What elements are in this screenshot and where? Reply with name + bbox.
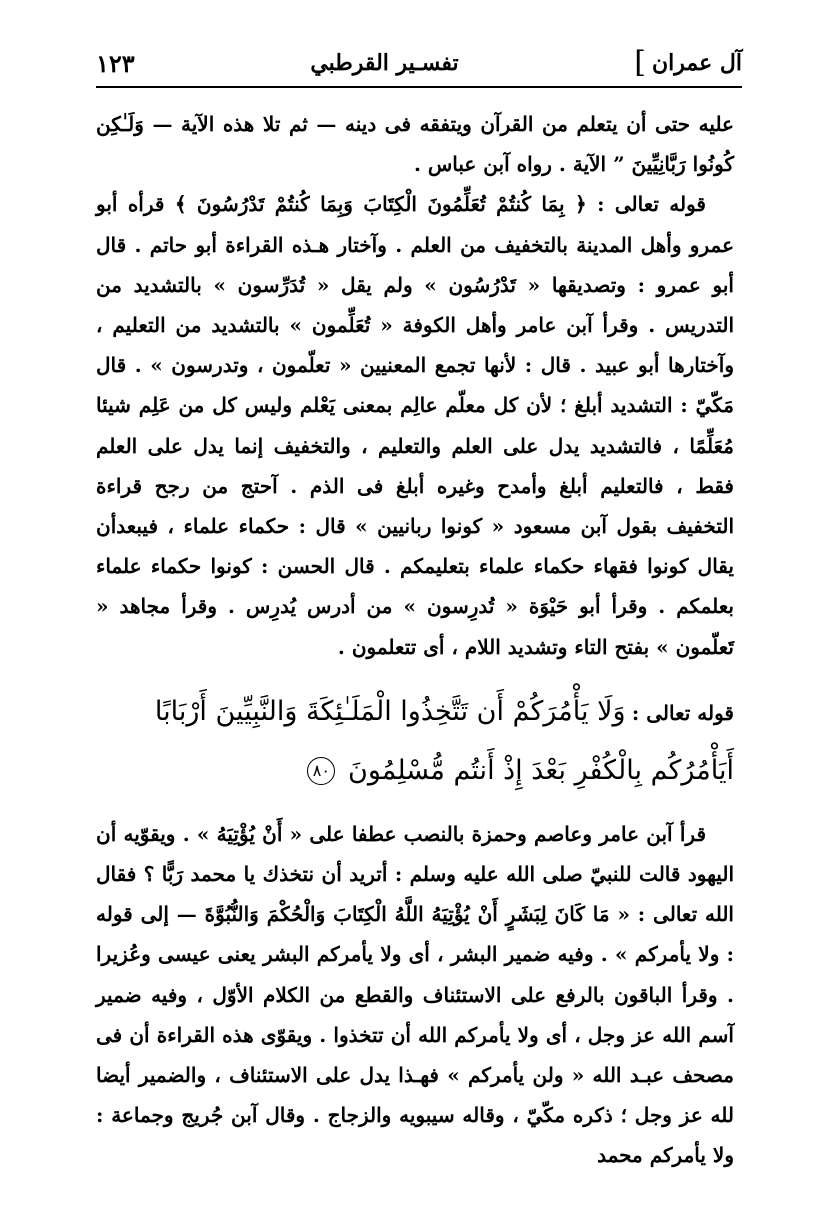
paragraph-1: عليه حتى أن يتعلم من القرآن ويتفقه فى دينه — ثم تلا هذه الآية — وَلَـٰكِن كُونُوا رَبَّانِيِّينَ ” الآية . رواه آبن عباس .: [96, 112, 734, 177]
ayah-number-marker: ٨٠: [307, 757, 335, 785]
verse-line-2-row: [96, 742, 734, 800]
header-bracket: ]: [634, 45, 646, 80]
verse-line-2: أَيَأْمُرُكُم بِالْكُفْرِ بَعْدَ إِذْ أَنتُم مُّسْلِمُونَ: [347, 754, 734, 786]
verse-block: [96, 683, 734, 800]
page-body: [96, 104, 734, 1176]
verse-line-1-row: [96, 683, 734, 742]
page-number: ١٢٣: [96, 48, 135, 78]
surah-name: آل عمران: [651, 50, 742, 76]
commentary-paragraph: قرأ آبن عامر وعاصم وحمزة بالنصب عطفا على « أَنْ يُؤْتِيَهُ » . ويقوّيه أن اليهود قالت للنبيّ صلى الله عليه وسلم : أتريد أن نتخذك يا محمد رَبًّا ؟ فقال الله تعالى : « مَا كَانَ لِبَشَرٍ أَنْ يُؤْتِيَهُ اللَّهُ الْكِتَابَ وَالْحُكْمَ وَالنُّبُوَّةَ — إلى قوله : ولا يأمركم » . وفيه ضمير البشر ، أى ولا يأمركم البشر يعنى عيسى وعُزيرا . وقرأ الباقون بالرفع على الاستئناف والقطع من الكلام الأوّل ، وفيه ضمير آسم الله عز وجل ، أى ولا يأمركم الله أن تتخذوا . ويقوّى هذه القراءة أن فى مصحف عبـد الله « ولن يأمركم » فهـذا يدل على الاستئناف ، والضمير أيضا لله عز وجل ؛ ذكره مكّيّ ، وقاله سيبويه والزجاج . وقال آبن جُريج وجماعة : ولا يأمركم محمد: [96, 821, 734, 1168]
page-header: [96, 40, 742, 88]
book-title: تفسـير القرطبي: [310, 50, 459, 76]
paragraph-2: قوله تعالى : ﴿ بِمَا كُنتُمْ تُعَلِّمُونَ الْكِتَابَ وَبِمَا كُنتُمْ تَدْرُسُونَ ﴾ قرأه أبو عمرو وأهل المدينة بالتخفيف من العلم . وآختار هـذه القراءة أبو حاتم . قال أبو عمرو : وتصديقها « تَدْرُسُون » ولم يقل « تُدَرِّسون » بالتشديد من التدريس . وقرأ آبن عامر وأهل الكوفة « تُعَلِّمون » بالتشديد من التعليم ، وآختارها أبو عبيد . قال : لأنها تجمع المعنيين « تعلّمون ، وتدرسون » . قال مَكّيّ : التشديد أبلغ ؛ لأن كل معلّم عالِم بمعنى يَعْلم وليس كل من عَلِم شيئا مُعَلِّمًا ، فالتشديد يدل على العلم والتعليم ، والتخفيف إنما يدل على العلم فقط ، فالتعليم أبلغ وأمدح وغيره أبلغ فى الذم . آحتج من رجح قراءة التخفيف بقول آبن مسعود « كونوا ربانيين » قال : حكماء علماء ، فيبعدأن يقال كونوا فقهاء حكماء علماء بتعليمكم . قال الحسن : كونوا حكماء علماء بعلمكم . وقرأ أبو حَيْوَة « تُدرِسون » من أدرس يُدرِس . وقرأ مجاهد « تَعلّمون » بفتح التاء وتشديد اللام ، أى تتعلمون .: [96, 192, 734, 659]
verse-label: قوله تعالى :: [631, 700, 734, 725]
surah-title: [634, 45, 742, 80]
verse-line-1: وَلَا يَأْمُرَكُمْ أَن تَتَّخِذُوا الْمَلَـٰئِكَةَ وَالنَّبِيِّينَ أَرْبَابًا: [154, 695, 626, 727]
